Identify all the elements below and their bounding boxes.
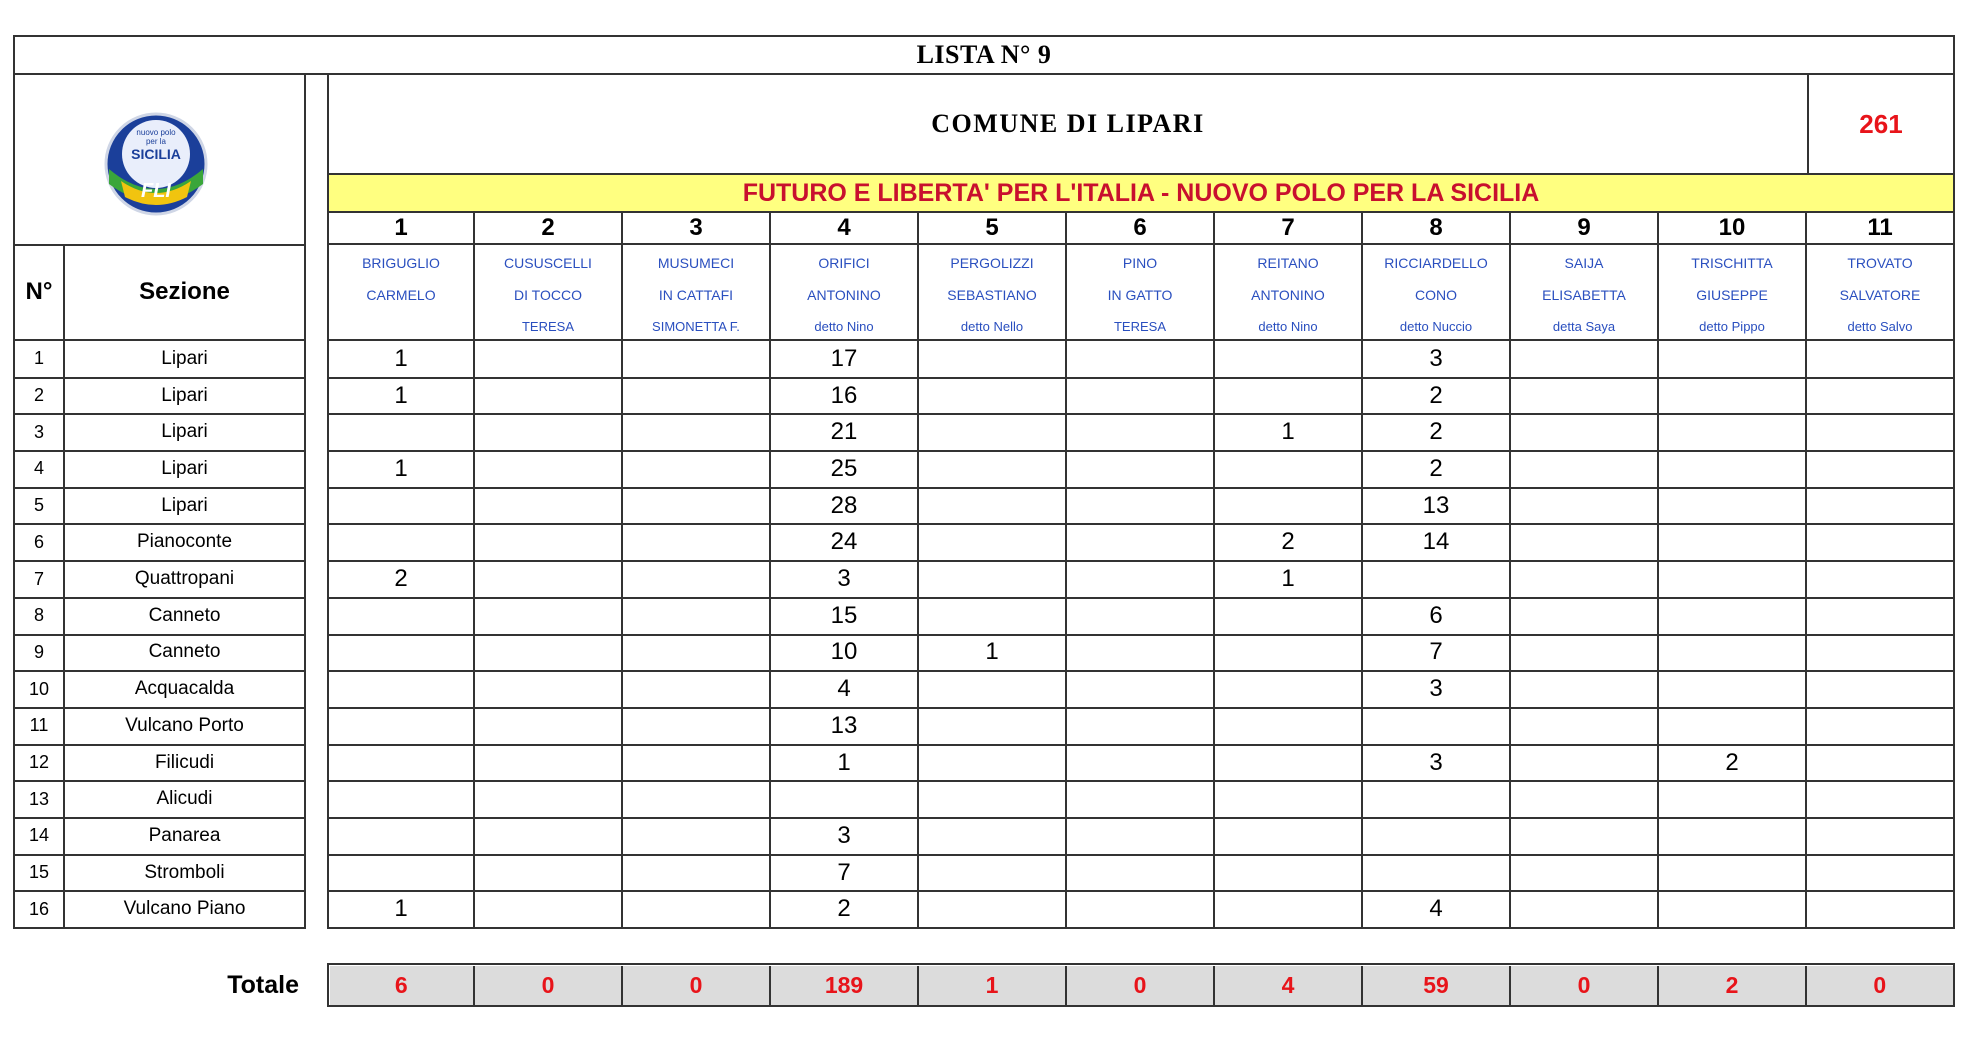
candidate-name [919,245,1067,341]
vote-cell [1067,525,1215,563]
vote-cell: 3 [1363,341,1511,379]
vote-cell: 2 [1659,745,1807,783]
vote-cell: 1 [919,635,1067,673]
vote-cell [1067,855,1215,893]
vote-cell [1511,414,1659,452]
vote-cell: 10 [771,635,919,673]
vote-cell [327,818,475,856]
section-name: Lipari [65,488,306,526]
vote-cell [1659,671,1807,709]
vote-cell [1067,745,1215,783]
vote-cell [475,708,623,746]
vote-cell [623,708,771,746]
vote-cell [1067,488,1215,526]
candidate-name-line: ANTONINO [1251,287,1325,303]
row-number: 3 [13,414,65,452]
candidate-name-line: CUSUSCELLI [504,255,592,271]
vote-cell [919,414,1067,452]
vote-cell [1215,708,1363,746]
vote-cell: 2 [1215,525,1363,563]
vote-cell [919,708,1067,746]
candidate-name-line: ANTONINO [807,287,881,303]
vote-cell [1511,855,1659,893]
vote-cell [1511,341,1659,379]
vote-cell [1511,451,1659,489]
vote-cell: 4 [771,671,919,709]
vote-cell: 28 [771,488,919,526]
vote-cell [1659,341,1807,379]
vote-cell: 2 [1363,414,1511,452]
vote-cell [1807,708,1955,746]
vote-cell: 14 [1363,525,1511,563]
vote-cell [475,525,623,563]
candidate-name [771,245,919,341]
vote-cell [327,745,475,783]
vote-cell [1067,561,1215,599]
vote-cell: 1 [1215,414,1363,452]
candidate-name-line: detto Salvo [1847,319,1913,334]
candidate-name-line: ORIFICI [818,255,870,271]
section-name: Stromboli [65,855,306,893]
vote-cell [1659,561,1807,599]
vote-cell [623,525,771,563]
candidate-name-line: PERGOLIZZI [950,255,1034,271]
section-name: Lipari [65,414,306,452]
vote-cell [1511,561,1659,599]
vote-cell [919,745,1067,783]
candidate-name-line: SALVATORE [1839,287,1921,303]
candidate-name-line: IN CATTAFI [658,287,734,303]
vote-cell [919,892,1067,930]
candidate-name-line: detto Nello [960,319,1024,334]
vote-cell [919,598,1067,636]
candidate-number: 6 [1067,213,1215,245]
vote-cell [1215,671,1363,709]
vote-cell: 1 [327,892,475,930]
vote-cell: 25 [771,451,919,489]
logo-box [13,73,306,246]
candidate-number: 10 [1659,213,1807,245]
vote-cell [1067,708,1215,746]
vote-cell [623,781,771,819]
party-name: FUTURO E LIBERTA' PER L'ITALIA - NUOVO POLO PER LA SICILIA [327,175,1955,213]
column-header-number: N° [13,245,65,341]
vote-cell [1215,598,1363,636]
total-value: 189 [771,966,919,1005]
vote-cell: 1 [327,341,475,379]
vote-cell [771,781,919,819]
section-name: Lipari [65,378,306,416]
section-name: Lipari [65,451,306,489]
section-name: Alicudi [65,781,306,819]
vote-cell [1067,635,1215,673]
vote-cell [475,671,623,709]
vote-cell [1511,598,1659,636]
vote-cell [475,451,623,489]
candidate-name-line: DI TOCCO [514,287,582,303]
candidate-number: 2 [475,213,623,245]
candidate-name-line: TERESA [521,319,574,334]
vote-cell [1807,598,1955,636]
section-name: Vulcano Piano [65,892,306,930]
vote-cell: 1 [1215,561,1363,599]
row-number: 5 [13,488,65,526]
candidate-name-line: detto Nuccio [1399,319,1473,334]
vote-cell: 7 [1363,635,1511,673]
vote-cell [1215,855,1363,893]
vote-cell [475,781,623,819]
candidate-name-line: GIUSEPPE [1696,287,1768,303]
vote-cell: 13 [771,708,919,746]
vote-cell [623,855,771,893]
vote-cell [475,378,623,416]
vote-cell [1067,781,1215,819]
vote-cell: 1 [771,745,919,783]
vote-cell [1807,671,1955,709]
row-number: 6 [13,525,65,563]
section-name: Pianoconte [65,525,306,563]
vote-cell [327,708,475,746]
candidate-name-line: detta Saya [1552,319,1616,334]
candidate-name [1807,245,1955,341]
row-number: 14 [13,818,65,856]
vote-cell [1511,525,1659,563]
candidate-name [1363,245,1511,341]
vote-cell [1511,635,1659,673]
vote-cell [1659,525,1807,563]
total-value: 2 [1659,966,1807,1005]
section-name: Quattropani [65,561,306,599]
candidate-name [1511,245,1659,341]
vote-cell [475,561,623,599]
vote-cell: 3 [771,818,919,856]
vote-cell [1659,451,1807,489]
candidate-name-line: IN GATTO [1107,287,1173,303]
vote-cell [623,745,771,783]
total-value: 1 [919,966,1067,1005]
vote-cell: 2 [1363,451,1511,489]
row-number: 10 [13,671,65,709]
candidate-name-line: SEBASTIANO [947,287,1037,303]
totals-label: Totale [227,970,299,999]
vote-cell [475,598,623,636]
vote-cell: 16 [771,378,919,416]
column-header-section: Sezione [65,245,306,341]
vote-cell [1807,892,1955,930]
candidate-name-line: detto Pippo [1699,319,1765,334]
comune-title: COMUNE DI LIPARI [327,73,1807,175]
vote-cell [1215,818,1363,856]
vote-cell [919,341,1067,379]
vote-cell [1807,855,1955,893]
vote-cell [1807,525,1955,563]
vote-cell [1807,781,1955,819]
section-name: Canneto [65,598,306,636]
vote-cell [1659,414,1807,452]
vote-cell: 3 [771,561,919,599]
vote-cell [1215,892,1363,930]
vote-cell [475,488,623,526]
vote-cell [1659,781,1807,819]
section-name: Vulcano Porto [65,708,306,746]
logo-line2: per la [145,137,167,146]
vote-cell [1511,818,1659,856]
row-number: 1 [13,341,65,379]
vote-cell [327,598,475,636]
candidate-name-line: CARMELO [366,287,436,303]
section-name: Canneto [65,635,306,673]
candidate-name-line: TROVATO [1847,255,1913,271]
vote-cell [475,635,623,673]
vote-cell [1511,671,1659,709]
vote-cell: 17 [771,341,919,379]
candidate-name [327,245,475,341]
candidate-name-line: REITANO [1257,255,1319,271]
vote-cell [1659,818,1807,856]
vote-cell [475,414,623,452]
candidate-name-line: RICCIARDELLO [1384,255,1488,271]
candidate-name-line: TERESA [1113,319,1166,334]
vote-cell [1807,378,1955,416]
vote-cell [1067,341,1215,379]
candidate-name [623,245,771,341]
vote-cell [1807,414,1955,452]
row-number: 9 [13,635,65,673]
vote-cell [475,745,623,783]
vote-cell [623,561,771,599]
vote-cell [1067,414,1215,452]
vote-cell: 1 [327,378,475,416]
row-number: 8 [13,598,65,636]
vote-cell [1511,488,1659,526]
vote-cell [327,488,475,526]
row-number: 4 [13,451,65,489]
vote-cell: 1 [327,451,475,489]
candidate-name [1067,245,1215,341]
vote-cell: 4 [1363,892,1511,930]
total-value: 6 [330,966,476,1005]
vote-cell [1067,818,1215,856]
vote-cell [1807,635,1955,673]
row-number: 12 [13,745,65,783]
vote-cell [623,451,771,489]
total-value: 0 [1807,966,1953,1005]
candidate-number: 11 [1807,213,1955,245]
candidate-number: 1 [327,213,475,245]
vote-cell [623,818,771,856]
vote-cell [1215,451,1363,489]
vote-cell [623,635,771,673]
vote-cell [327,855,475,893]
vote-cell [1659,378,1807,416]
vote-cell [1363,818,1511,856]
vote-cell [623,341,771,379]
vote-cell [1215,781,1363,819]
vote-cell [1807,561,1955,599]
candidate-name-line: MUSUMECI [657,255,735,271]
total-value: 0 [475,966,623,1005]
section-name: Filicudi [65,745,306,783]
vote-cell [475,855,623,893]
vote-cell [1363,781,1511,819]
vote-cell [1067,598,1215,636]
vote-cell [1363,708,1511,746]
vote-cell [1363,855,1511,893]
vote-cell [1511,781,1659,819]
vote-cell [327,781,475,819]
vote-cell [919,561,1067,599]
candidate-name-line: BRIGUGLIO [362,255,440,271]
vote-cell [1807,488,1955,526]
vote-cell: 2 [327,561,475,599]
vote-cell [919,488,1067,526]
section-name: Lipari [65,341,306,379]
candidate-name-line: CONO [1415,287,1457,303]
candidate-name-line: detto Nino [1258,319,1318,334]
vote-cell [623,892,771,930]
vote-cell [1067,892,1215,930]
vote-cell [1215,745,1363,783]
vote-cell [1215,378,1363,416]
vote-cell: 3 [1363,745,1511,783]
total-value: 0 [1067,966,1215,1005]
total-value: 4 [1215,966,1363,1005]
total-value: 0 [1511,966,1659,1005]
candidate-name-line: ELISABETTA [1542,287,1626,303]
vote-cell [919,855,1067,893]
candidate-number: 5 [919,213,1067,245]
row-number: 16 [13,892,65,930]
candidate-number: 9 [1511,213,1659,245]
vote-cell: 2 [771,892,919,930]
logo-line1: nuovo polo [136,128,176,137]
vote-cell [475,892,623,930]
vote-cell [1067,671,1215,709]
vote-cell [1807,341,1955,379]
total-value: 59 [1363,966,1511,1005]
vote-cell [623,671,771,709]
vote-cell [1363,561,1511,599]
candidate-name [475,245,623,341]
vote-cell [919,781,1067,819]
vote-cell [475,818,623,856]
vote-cell [327,635,475,673]
vote-cell [1659,635,1807,673]
candidate-number: 4 [771,213,919,245]
vote-cell [1511,378,1659,416]
candidate-name-line: PINO [1122,255,1158,271]
vote-cell [1067,451,1215,489]
section-name: Panarea [65,818,306,856]
vote-cell [475,341,623,379]
vote-cell: 3 [1363,671,1511,709]
vote-cell [1511,745,1659,783]
vote-cell [327,671,475,709]
vote-cell: 24 [771,525,919,563]
vote-cell: 15 [771,598,919,636]
party-logo [101,109,211,219]
row-number: 2 [13,378,65,416]
vote-cell [623,488,771,526]
vote-cell: 6 [1363,598,1511,636]
candidate-name [1659,245,1807,341]
vote-cell [623,598,771,636]
vote-cell: 2 [1363,378,1511,416]
row-number: 13 [13,781,65,819]
vote-cell: 7 [771,855,919,893]
vote-cell [1807,818,1955,856]
vote-cell [1659,488,1807,526]
total-value: 0 [623,966,771,1005]
candidate-name-line: SAIJA [1564,255,1604,271]
vote-cell [919,525,1067,563]
vote-cell [1215,635,1363,673]
vote-cell: 21 [771,414,919,452]
vote-cell [1215,341,1363,379]
candidate-name [1215,245,1363,341]
vote-cell [1807,745,1955,783]
vote-cell [919,671,1067,709]
vote-cell [327,525,475,563]
candidate-number: 7 [1215,213,1363,245]
list-total: 261 [1807,73,1955,175]
logo-line3: SICILIA [131,146,181,162]
vote-cell: 13 [1363,488,1511,526]
vote-cell [1659,598,1807,636]
section-name: Acquacalda [65,671,306,709]
row-number: 7 [13,561,65,599]
vote-cell [623,378,771,416]
vote-cell [919,818,1067,856]
vote-cell [623,414,771,452]
row-number: 11 [13,708,65,746]
vote-cell [1659,892,1807,930]
vote-cell [1659,855,1807,893]
vote-cell [919,378,1067,416]
vote-cell [1659,708,1807,746]
vote-cell [1511,708,1659,746]
candidate-name-line: SIMONETTA F. [652,319,740,334]
row-number: 15 [13,855,65,893]
vote-cell [1215,488,1363,526]
candidate-number: 8 [1363,213,1511,245]
vote-cell [1067,378,1215,416]
logo-line4: FLI [141,180,171,202]
candidate-name-line: TRISCHITTA [1691,255,1773,271]
candidate-number: 3 [623,213,771,245]
list-title: LISTA N° 9 [13,35,1955,75]
vote-cell [919,451,1067,489]
vote-cell [1807,451,1955,489]
vote-cell [1511,892,1659,930]
candidate-name-line: detto Nino [814,319,874,334]
vote-cell [327,414,475,452]
